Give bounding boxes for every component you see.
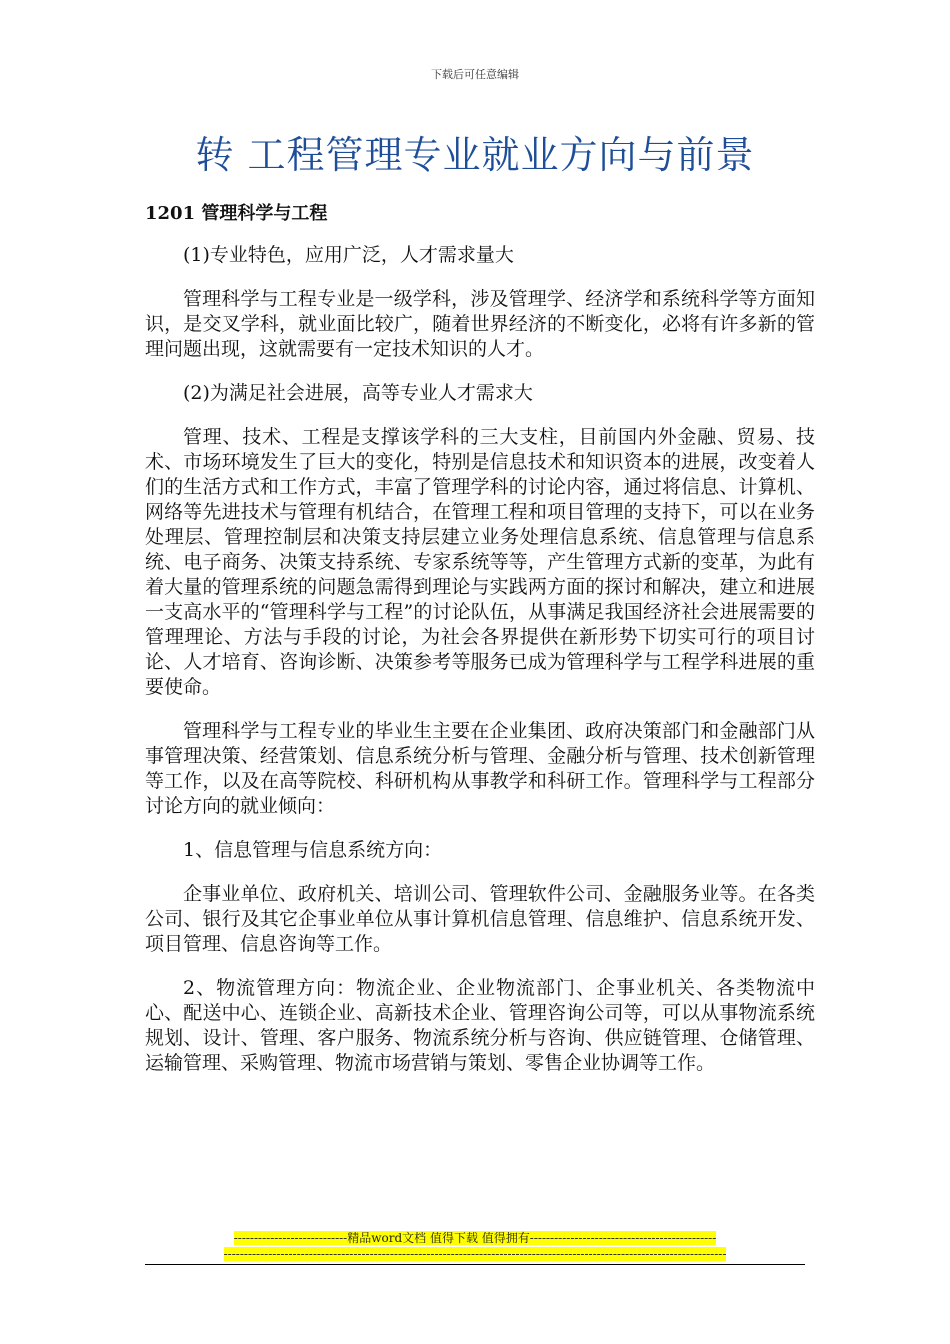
paragraph-feature-1: (1)专业特色，应用广泛，人才需求量大: [183, 244, 514, 266]
paragraph-direction-2: 2、物流管理方向：物流企业、企业物流部门、企事业机关、各类物流中心、配送中心、连锁企业、高新技术企业、管理咨询公司等，可以从事物流系统规划、设计、管理、客户服务、物流系统分析与咨询、供应链管理、仓储管理、运输管理、采购管理、物流市场营销与策划、零售企业协调等工作。: [145, 977, 815, 1074]
document-title: 转 工程管理专业就业方向与前景: [195, 133, 755, 177]
header-note: 下载后可任意编辑: [431, 68, 519, 81]
paragraph-feature-2: (2)为满足社会进展，高等专业人才需求大: [183, 382, 533, 404]
section-heading: 1201 管理科学与工程: [145, 203, 328, 224]
footer-banner-line-1: ----------------------------精品word文档 值得下载 值得拥有----------------------------------------------: [233, 1231, 717, 1245]
paragraph-graduates: 管理科学与工程专业的毕业生主要在企业集团、政府决策部门和金融部门从事管理决策、经营策划、信息系统分析与管理、金融分析与管理、技术创新管理等工作，以及在高等院校、科研机构从事教学和科研工作。管理科学与工程部分讨论方向的就业倾向：: [145, 720, 815, 817]
paragraph-direction-1-detail: 企事业单位、政府机关、培训公司、管理软件公司、金融服务业等。在各类公司、银行及其它企事业单位从事计算机信息管理、信息维护、信息系统开发、项目管理、信息咨询等工作。: [145, 883, 815, 955]
paragraph-intro: 管理科学与工程专业是一级学科，涉及管理学、经济学和系统科学等方面知识，是交叉学科，就业面比较广，随着世界经济的不断变化，必将有许多新的管理问题出现，这就需要有一定技术知识的人才。: [145, 288, 815, 360]
footer-banner-line-2: ----------------------------------------------------------------------------------------------------------------------------: [223, 1247, 727, 1261]
document-body: [145, 243, 815, 1095]
footer-banner: [0, 1230, 950, 1262]
paragraph-direction-1-heading: 1、信息管理与信息系统方向：: [183, 839, 443, 861]
paragraph-pillars: 管理、技术、工程是支撑该学科的三大支柱，目前国内外金融、贸易、技术、市场环境发生了巨大的变化，特别是信息技术和知识资本的进展，改变着人们的生活方式和工作方式，丰富了管理学科的讨论内容，通过将信息、计算机、网络等先进技术与管理有机结合，在管理工程和项目管理的支持下，可以在业务处理层、管理控制层和决策支持层建立业务处理信息系统、信息管理与信息系统、电子商务、决策支持系统、专家系统等等，产生管理方式新的变革，为此有着大量的管理系统的问题急需得到理论与实践两方面的探讨和解决，建立和进展一支高水平的“管理科学与工程”的讨论队伍，从事满足我国经济社会进展需要的管理理论、方法与手段的讨论，为社会各界提供在新形势下切实可行的项目讨论、人才培育、咨询诊断、决策参考等服务已成为管理科学与工程学科进展的重要使命。: [145, 426, 815, 698]
footer-divider: [145, 1264, 805, 1265]
